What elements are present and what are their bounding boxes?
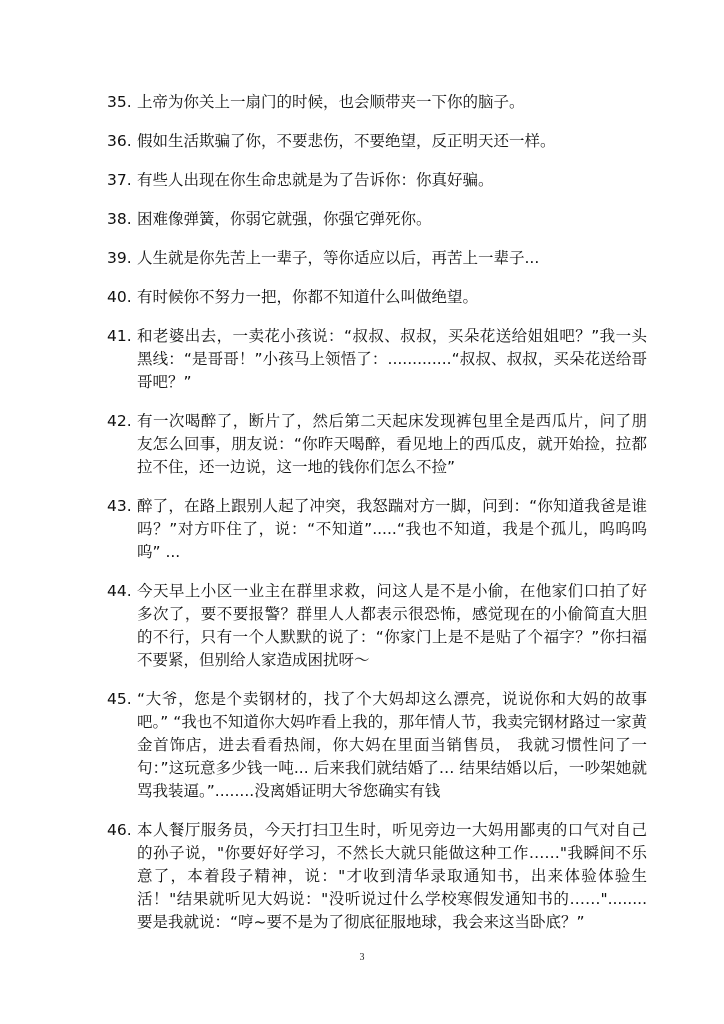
item-number: 39. — [107, 249, 132, 267]
item-text: 有些人出现在你生命忠就是为了告诉你：你真好骗。 — [137, 171, 494, 189]
item-text: 有时候你不努力一把，你都不知道什么叫做绝望。 — [137, 288, 479, 306]
list-item — [107, 495, 647, 564]
item-number: 40. — [107, 288, 132, 306]
item-text: 困难像弹簧，你弱它就强，你强它弹死你。 — [137, 210, 432, 228]
list-item — [107, 208, 647, 231]
item-text: 有一次喝醉了，断片了，然后第二天起床发现裤包里全是西瓜片，问了朋友怎么回事，朋友说：“你昨天喝醉，看见地上的西瓜皮，就开始捡，拉都拉不住，还一边说，这一地的钱你们怎么不捡” — [137, 412, 647, 476]
item-text: “大爷，您是个卖钢材的，找了个大妈却这么漂亮，说说你和大妈的故事吧。” “我也不知道你大妈咋看上我的，那年情人节，我卖完钢材路过一家黄金首饰店，进去看看热闹，你大妈在里面当销售员， 我就习惯性问了一句：”这玩意多少钱一吨... 后来我们就结婚了… 结果结婚以后，一吵架她就骂我装逼。”........没离婚证明大爷您确实有钱 — [137, 690, 647, 800]
list-item — [107, 580, 647, 672]
list-item — [107, 410, 647, 479]
item-number: 35. — [107, 93, 132, 111]
item-number: 43. — [107, 497, 132, 515]
item-text: 今天早上小区一业主在群里求救，问这人是不是小偷，在他家们口拍了好多次了，要不要报警？群里人人都表示很恐怖，感觉现在的小偷简直大胆的不行，只有一个人默默的说了：“你家门上是不是贴了个福字？”你扫福不要紧，但别给人家造成困扰呀～ — [137, 582, 647, 669]
list-item — [107, 688, 647, 803]
item-text: 上帝为你关上一扇门的时候，也会顺带夹一下你的脑子。 — [137, 93, 525, 111]
list-item — [107, 130, 647, 153]
item-number: 42. — [107, 412, 132, 430]
item-text: 假如生活欺骗了你，不要悲伤，不要绝望，反正明天还一样。 — [137, 132, 556, 150]
item-text: 和老婆出去，一卖花小孩说：“叔叔、叔叔，买朵花送给姐姐吧？”我一头黑线：“是哥哥！”小孩马上领悟了：.............“叔叔、叔叔，买朵花送给哥哥吧？” — [137, 327, 647, 391]
list-item — [107, 247, 647, 270]
item-text: 本人餐厅服务员，今天打扫卫生时，听见旁边一大妈用鄙夷的口气对自己的孙子说，"你要好好学习，不然长大就只能做这种工作……"我瞬间不乐意了，本着段子精神，说："才收到清华录取通知书，出来体验体验生活！"结果就听见大妈说："没听说过什么学校寒假发通知书的……"........要是我就说：“哼~要不是为了彻底征服地球，我会来这当卧底？” — [137, 821, 647, 931]
item-number: 37. — [107, 171, 132, 189]
list-item — [107, 91, 647, 114]
page-number: 3 — [359, 952, 365, 963]
item-number: 46. — [107, 821, 132, 839]
list-item — [107, 169, 647, 192]
item-number: 36. — [107, 132, 132, 150]
joke-list — [107, 91, 647, 950]
list-item — [107, 325, 647, 394]
item-text: 人生就是你先苦上一辈子，等你适应以后，再苦上一辈子... — [137, 249, 540, 267]
item-text: 醉了，在路上跟别人起了冲突，我怒踹对方一脚，问到：“你知道我爸是谁吗？”对方吓住了，说：“不知道”.....“我也不知道，我是个孤儿，呜呜呜呜” ... — [137, 497, 647, 561]
item-number: 44. — [107, 582, 132, 600]
item-number: 45. — [107, 690, 132, 708]
list-item — [107, 819, 647, 934]
item-number: 41. — [107, 327, 132, 345]
list-item — [107, 286, 647, 309]
item-number: 38. — [107, 210, 132, 228]
